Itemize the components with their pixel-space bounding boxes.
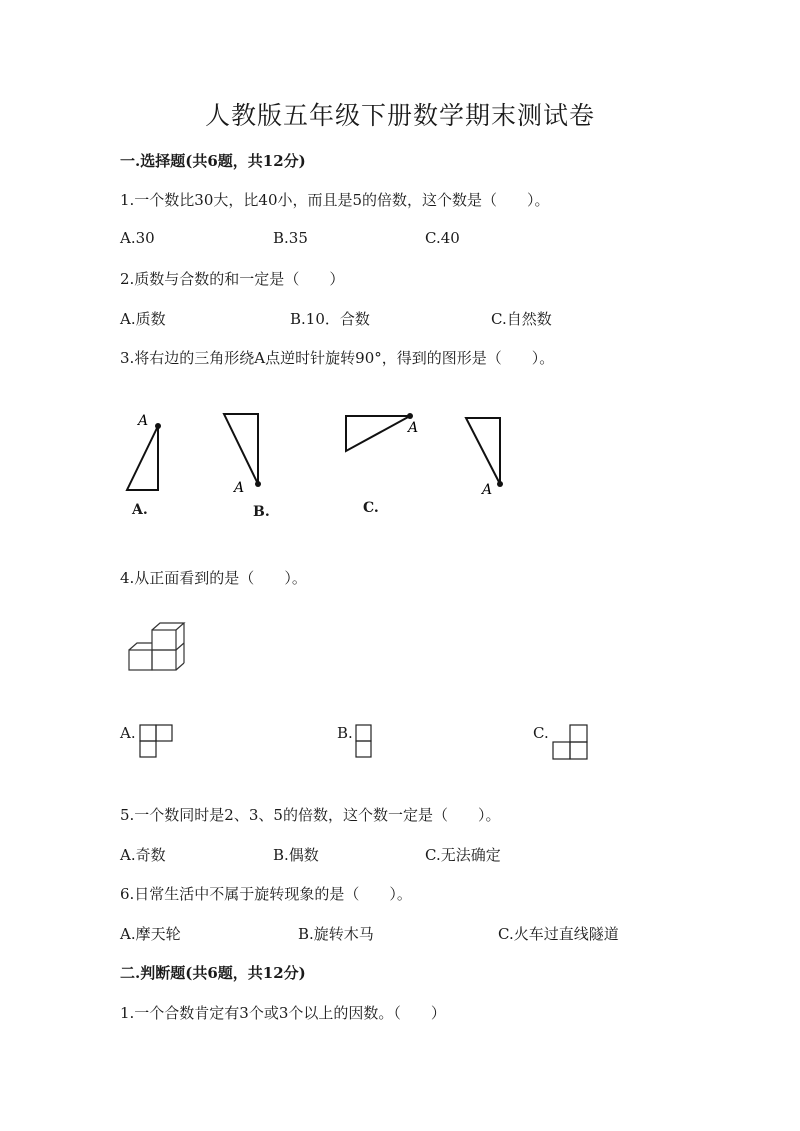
question-4-text: 4.从正面看到的是（ ）。 xyxy=(120,569,307,587)
question-1-option-b[interactable]: B.35 xyxy=(273,229,308,247)
figure-label-c: C. xyxy=(363,500,379,516)
question-2-option-c[interactable]: C.自然数 xyxy=(491,310,552,328)
question-6-text: 6.日常生活中不属于旋转现象的是（ ）。 xyxy=(120,885,412,903)
figure-label-b: B. xyxy=(253,504,270,520)
question-4-option-c[interactable]: C. xyxy=(533,724,549,742)
question-3-text: 3.将右边的三角形绕A点逆时针旋转90°，得到的图形是（ ）。 xyxy=(120,349,555,367)
question-6-option-b[interactable]: B.旋转木马 xyxy=(298,925,374,943)
point-a-label: A xyxy=(482,482,493,498)
question-6-option-c[interactable]: C.火车过直线隧道 xyxy=(498,925,619,943)
judgement-1-text: 1.一个合数肯定有3个或3个以上的因数。（ ） xyxy=(120,1004,446,1022)
point-a-label: A xyxy=(408,420,419,436)
question-5-option-a[interactable]: A.奇数 xyxy=(120,846,166,864)
front-view-option-c[interactable] xyxy=(552,724,590,762)
front-view-option-b[interactable] xyxy=(355,724,375,760)
cube-arrangement-figure xyxy=(125,618,195,678)
page-title: 人教版五年级下册数学期末测试卷 xyxy=(204,101,595,130)
front-view-option-a[interactable] xyxy=(139,724,175,760)
question-1-text: 1.一个数比30大，比40小，而且是5的倍数，这个数是（ ）。 xyxy=(120,191,550,209)
triangle-figure-b[interactable] xyxy=(220,408,280,503)
question-2-option-b[interactable]: B.10．合数 xyxy=(290,310,370,328)
question-4-option-a[interactable]: A. xyxy=(120,724,136,742)
section-heading-judgement: 二.判断题(共6题，共12分) xyxy=(120,964,306,982)
question-1-option-c[interactable]: C.40 xyxy=(425,229,460,247)
section-heading-choice: 一.选择题(共6题，共12分) xyxy=(120,152,306,170)
question-5-option-b[interactable]: B.偶数 xyxy=(273,846,319,864)
triangle-figure-a[interactable] xyxy=(120,408,180,498)
triangle-figure-c[interactable] xyxy=(340,408,430,468)
point-a-label: A xyxy=(234,480,245,496)
question-5-text: 5.一个数同时是2、3、5的倍数，这个数一定是（ ）。 xyxy=(120,806,501,824)
question-5-option-c[interactable]: C.无法确定 xyxy=(425,846,501,864)
question-1-option-a[interactable]: A.30 xyxy=(120,229,155,247)
original-triangle xyxy=(460,408,520,503)
question-2-option-a[interactable]: A.质数 xyxy=(120,310,166,328)
figure-label-a: A. xyxy=(132,502,148,518)
question-2-text: 2.质数与合数的和一定是（ ） xyxy=(120,270,345,288)
question-4-option-b[interactable]: B. xyxy=(337,724,353,742)
question-6-option-a[interactable]: A.摩天轮 xyxy=(120,925,181,943)
point-a-label: A xyxy=(138,413,149,429)
